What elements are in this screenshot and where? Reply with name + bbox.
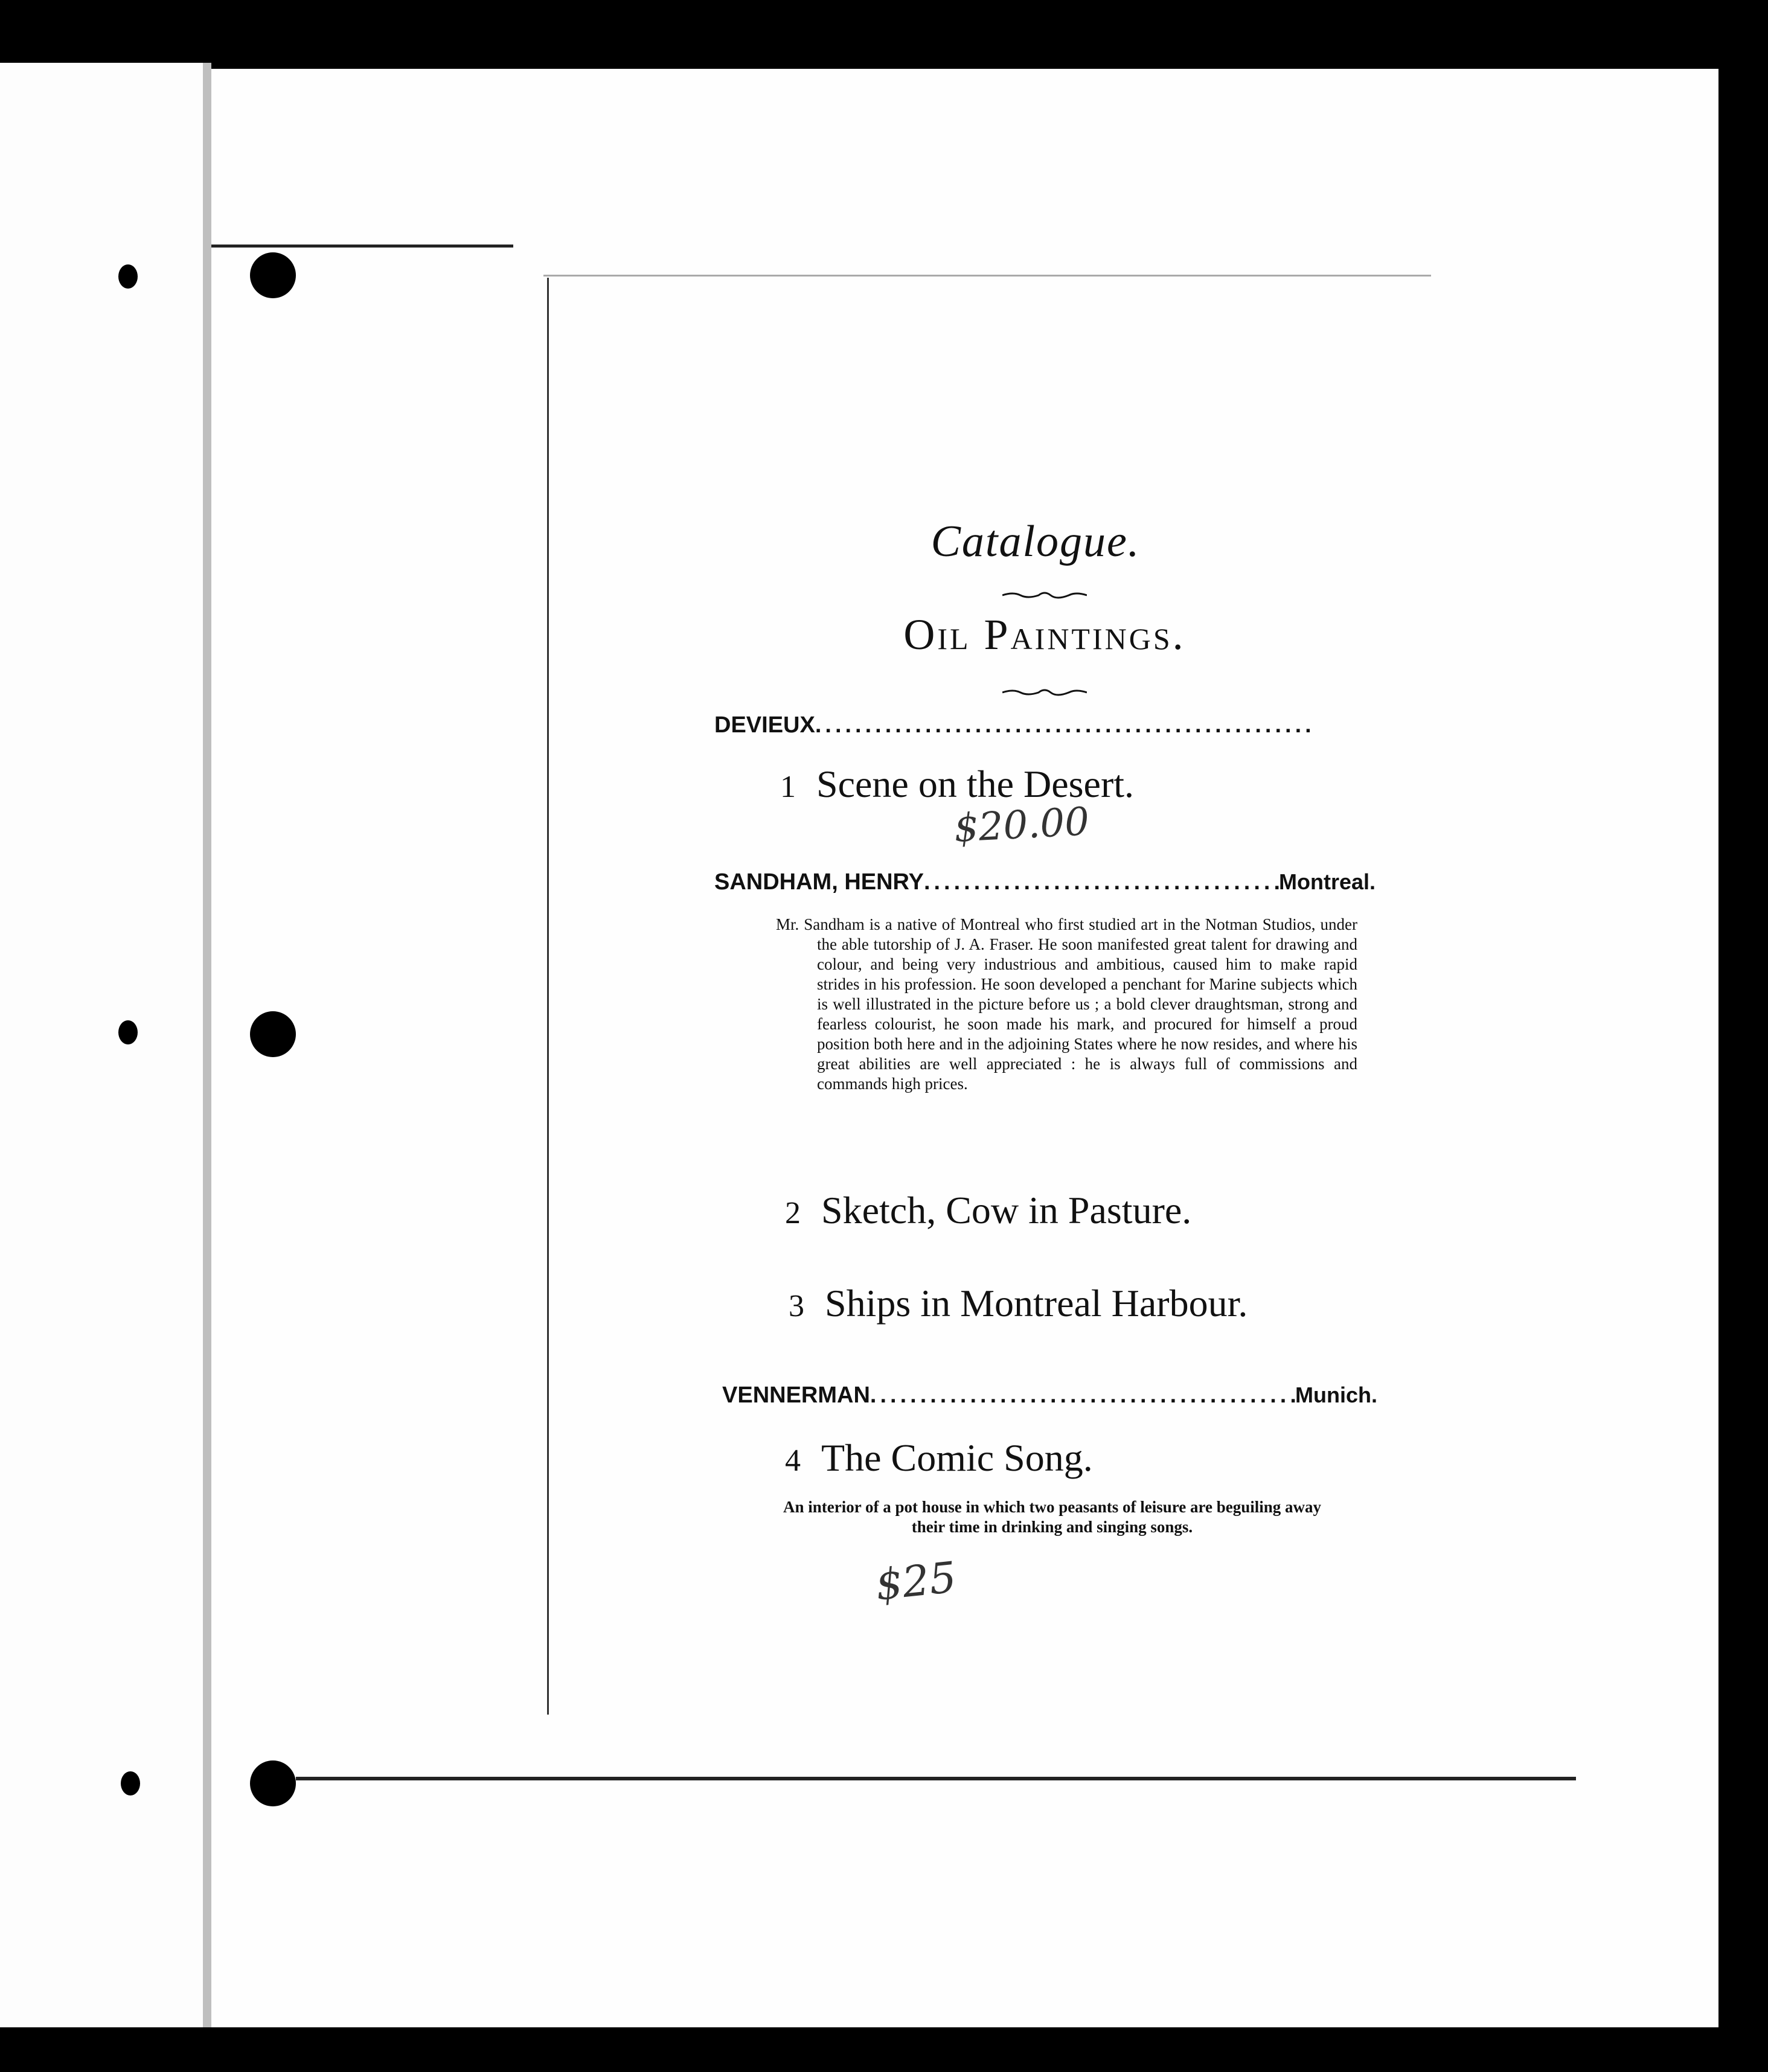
painting-title: Ships in Montreal Harbour. [825, 1282, 1248, 1325]
artist-name: DEVIEUX [714, 712, 815, 738]
ornament-divider [1002, 686, 1087, 699]
leader-dots [815, 712, 1312, 738]
painting-title: The Comic Song. [821, 1436, 1093, 1479]
punch-hole [118, 264, 138, 289]
catalogue-subtitle: Oil Paintings. [903, 610, 1186, 659]
artist-place: Munich. [1295, 1383, 1377, 1407]
artist-line [714, 712, 1312, 738]
artist-biography: Mr. Sandham is a native of Montreal who first studied art in the Notman Studios, under the able tutorship of J. A. Fraser. He soon manifested great talent for drawing and colour, and being very industrious and ambitious, caused him to make rapid strides in his profession. He soon developed a penchant for Marine subjects which is well illustrated in the picture before us ; a bold clever draughtsman, strong and fearless colourist, he soon made his mark, and procured for himself a proud position both here and in the adjoining States where he now resides, and where his great abilities are well appreciated : he is always full of commissions and commands high prices. [776, 915, 1357, 1093]
painting-entry [789, 1281, 1248, 1326]
punch-hole [250, 1011, 296, 1057]
catalogue-title: Catalogue. [930, 517, 1141, 566]
scan-rule [296, 1777, 1576, 1780]
facing-page [0, 63, 208, 2027]
scan-rule [543, 275, 1431, 277]
painting-title: Sketch, Cow in Pasture. [821, 1189, 1192, 1232]
painting-number: 4 [785, 1444, 801, 1478]
punch-hole [121, 1771, 140, 1795]
artist-line [714, 869, 1376, 895]
artist-line [722, 1383, 1377, 1409]
painting-number: 3 [789, 1289, 804, 1323]
artist-place: Montreal. [1278, 869, 1376, 894]
punch-hole [118, 1020, 138, 1044]
punch-hole [250, 1760, 296, 1806]
painting-title: Scene on the Desert. [816, 763, 1135, 805]
scan-rule [211, 245, 513, 248]
leader-dots [870, 1383, 1295, 1409]
painting-entry [785, 1436, 1093, 1480]
artist-name: VENNERMAN [722, 1383, 870, 1408]
binding-edge [203, 63, 211, 2027]
painting-description: An interior of a pot house in which two peasants of leisure are beguiling away their time in drinking and singing songs. [783, 1498, 1322, 1536]
painting-number: 1 [780, 770, 796, 804]
leader-dots [924, 869, 1279, 895]
ornament-divider [1002, 589, 1087, 601]
handwritten-price: $20.00 [953, 799, 1091, 851]
painting-entry [785, 1188, 1191, 1233]
handwritten-price: $25 [873, 1552, 959, 1610]
painting-number: 2 [785, 1196, 801, 1230]
punch-hole [250, 252, 296, 298]
margin-rule [547, 278, 549, 1715]
artist-name: SANDHAM, HENRY [714, 869, 924, 895]
